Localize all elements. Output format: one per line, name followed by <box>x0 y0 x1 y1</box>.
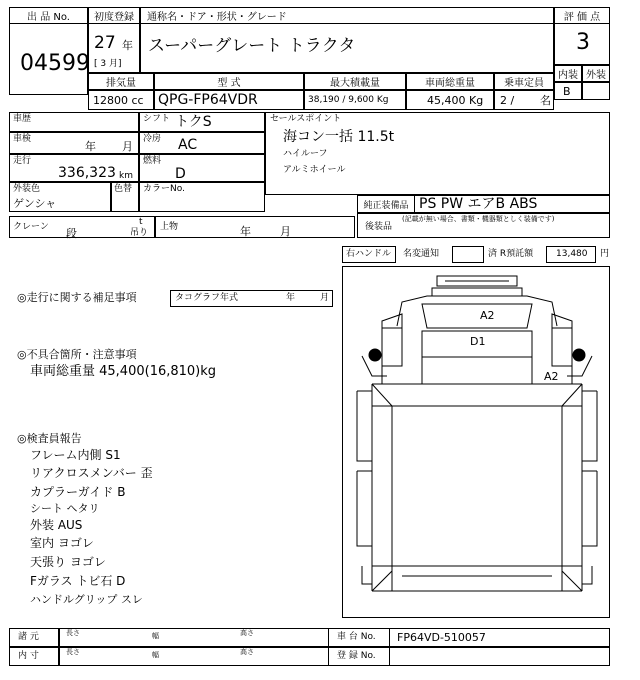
upper-label: 上物 <box>160 222 179 232</box>
change-notice-label: 名変通知 <box>403 249 440 259</box>
reg-month: [ 3 月] <box>94 59 122 69</box>
gross-weight-label: 車両総重量 <box>406 73 494 90</box>
score-label: 評 価 点 <box>554 7 610 24</box>
inspector-line: ハンドルグリップ スレ <box>30 593 143 606</box>
mileage-value: 336,323 <box>58 165 116 181</box>
vehicle-name-label: 通称名・ドア・形状・グレード <box>140 7 554 24</box>
inspector-line: 外装 AUS <box>30 518 83 532</box>
capacity-unit: 名 <box>540 94 551 107</box>
recycle-value: 13,480 <box>556 249 588 259</box>
crane-label: クレーン <box>13 222 49 232</box>
tachograph-label: タコグラフ年式 <box>175 293 239 303</box>
score-value: 3 <box>576 30 590 55</box>
dims-width-label: 幅 <box>152 632 159 640</box>
dims-row <box>9 628 610 647</box>
color-label: 外装色 <box>13 184 41 194</box>
damage-mark: A2 <box>544 370 559 383</box>
inspector-line: Fガラス トビ石 D <box>30 574 126 588</box>
chassis-label: 車 台 No. <box>337 632 376 642</box>
defect-text: 車両総重量 45,400(16,810)kg <box>30 364 217 379</box>
driving-notes-title: ◎走行に関する補足事項 <box>17 291 137 304</box>
change-notice-box <box>452 246 484 263</box>
fuel-label: 燃料 <box>143 156 162 166</box>
displacement-value: 12800 cc <box>93 94 144 107</box>
recycle-unit: 円 <box>600 249 610 259</box>
model-value: QPG-FP64VDR <box>158 92 258 108</box>
aftermarket-note: (記載が無い場合、書類・機器類としく装備です) <box>402 215 555 223</box>
interior-dims-label: 内 寸 <box>18 651 39 661</box>
lot-number: 04599 <box>20 51 90 76</box>
mileage-label: 走行 <box>13 156 32 166</box>
inspector-line: 天張り ヨゴレ <box>30 555 106 569</box>
dims-length-label: 長さ <box>66 629 80 637</box>
inspector-line: フレーム内側 S1 <box>30 448 121 462</box>
aircon-value: AC <box>178 137 198 153</box>
inspector-line: カプラーガイド B <box>30 485 126 499</box>
aircon-label: 冷房 <box>143 134 162 144</box>
footer-divider <box>58 628 60 666</box>
sales-point-line: ハイルーフ <box>283 149 328 159</box>
max-load-value: 38,190 / 9,600 Kg <box>308 95 389 105</box>
shift-label: シフト <box>143 114 171 124</box>
inspection-label: 車検 <box>13 134 32 144</box>
interior-length-label: 長さ <box>66 648 80 656</box>
dims-height-label: 高さ <box>240 629 254 637</box>
damage-mark: D1 <box>470 335 486 348</box>
truck-diagram <box>342 266 610 618</box>
crane-stage: 段 <box>66 227 77 240</box>
damage-mark: A2 <box>480 309 495 322</box>
upper-month: 月 <box>280 225 291 238</box>
reg-year-unit: 年 <box>122 39 133 52</box>
interior-height-label: 高さ <box>240 648 254 656</box>
inspector-title: ◎検査員報告 <box>17 432 82 445</box>
first-reg-label: 初度登録 <box>88 7 140 24</box>
recycle-label: 済 R預託額 <box>488 249 534 259</box>
sales-point-line: アルミホイール <box>283 165 346 175</box>
interior-grade: B <box>563 85 571 98</box>
gross-weight-value: 45,400 Kg <box>427 94 484 107</box>
crane-hoist: 吊り <box>130 228 149 238</box>
inspection-year: 年 <box>85 140 96 153</box>
inspection-month: 月 <box>122 140 133 153</box>
upper-year: 年 <box>240 225 251 238</box>
exterior-grade-box <box>582 82 610 100</box>
interior-label: 内装 <box>554 65 582 82</box>
inspector-line: 室内 ヨゴレ <box>30 536 94 550</box>
shift-value: トクS <box>175 114 212 130</box>
displacement-label: 排気量 <box>88 73 154 90</box>
sales-point-line: 海コン一括 11.5t <box>283 129 395 145</box>
capacity-label: 乗車定員 <box>494 73 554 90</box>
tachograph-month: 月 <box>320 293 330 303</box>
aftermarket-label: 後装品 <box>357 213 399 238</box>
crane-ton: t <box>139 217 143 227</box>
upper-box <box>155 216 355 238</box>
dims-label: 諸 元 <box>18 632 39 642</box>
right-handle-label: 右ハンドル <box>346 249 392 259</box>
interior-width-label: 幅 <box>152 651 159 659</box>
fuel-value: D <box>175 166 186 182</box>
vehicle-name: スーパーグレート トラクタ <box>148 36 356 56</box>
reg-no-label: 登 録 No. <box>337 651 376 661</box>
inspector-line: リアクロスメンバー 歪 <box>30 466 153 480</box>
color-change-label: 色替 <box>114 184 133 194</box>
genuine-equipment-value: PS PW エアB ABS <box>419 196 538 212</box>
model-label: 型 式 <box>154 73 304 90</box>
inspector-line: シート ヘタリ <box>30 502 100 515</box>
max-load-label: 最大積載量 <box>304 73 406 90</box>
chassis-value: FP64VD-510057 <box>397 631 486 644</box>
reg-year: 27 <box>94 33 116 53</box>
mileage-unit: km <box>119 171 133 181</box>
lot-label: 出 品 No. <box>9 7 88 24</box>
tachograph-year: 年 <box>286 293 296 303</box>
interior-dims-row <box>9 647 610 666</box>
defect-title: ◎不具合箇所・注意事項 <box>17 348 137 361</box>
color-number-label: カラーNo. <box>143 184 185 194</box>
history-label: 車歴 <box>13 114 32 124</box>
sales-point-title: セールスポイント <box>270 114 342 124</box>
exterior-label: 外装 <box>582 65 610 82</box>
color-value: ゲンシャ <box>13 197 57 210</box>
genuine-equipment-label: 純正装備品 <box>357 195 415 213</box>
capacity-value: 2 / <box>500 94 515 107</box>
